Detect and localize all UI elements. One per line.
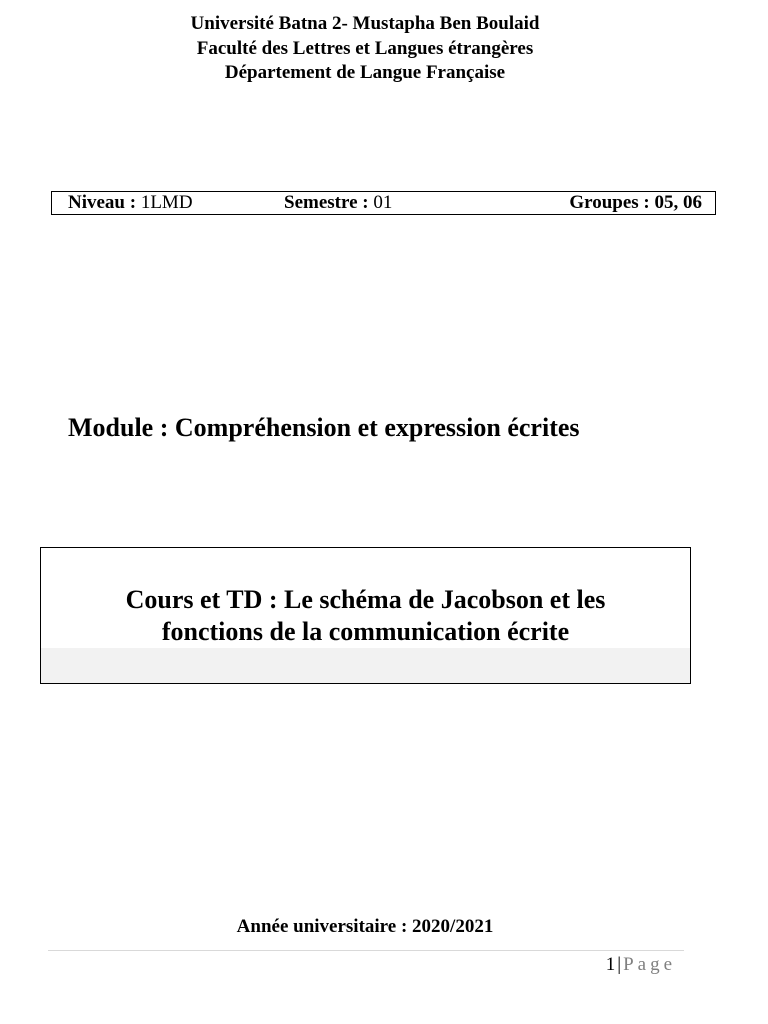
- footer-divider: [48, 950, 684, 951]
- faculty-name: Faculté des Lettres et Langues étrangères: [196, 37, 534, 59]
- module-title: Module : Compréhension et expression écrites: [68, 413, 580, 442]
- niveau-value: 1LMD: [140, 192, 193, 213]
- page-separator: |: [617, 954, 622, 975]
- page-number: 1: [605, 954, 616, 975]
- course-title-line-2: fonctions de la communication écrite: [161, 617, 570, 646]
- course-info-box: [51, 191, 716, 215]
- course-title-box: [40, 547, 691, 684]
- academic-year: Année universitaire : 2020/2021: [236, 916, 494, 937]
- groupes-field: Groupes : 05, 06: [569, 192, 702, 213]
- department-name: Département de Langue Française: [224, 62, 506, 83]
- semestre-field: [284, 192, 392, 214]
- page-word: Page: [623, 954, 676, 975]
- semestre-label: Semestre :: [284, 192, 369, 213]
- course-title-line-1: Cours et TD : Le schéma de Jacobson et les: [125, 585, 606, 614]
- page-footer: [606, 954, 676, 976]
- course-title: [41, 584, 690, 648]
- niveau-label: Niveau :: [68, 192, 137, 213]
- university-name: Université Batna 2- Mustapha Ben Boulaid: [190, 13, 540, 34]
- institution-header: [0, 12, 730, 86]
- niveau-field: [68, 192, 193, 214]
- shaded-band: [41, 648, 690, 683]
- semestre-value: 01: [373, 192, 393, 213]
